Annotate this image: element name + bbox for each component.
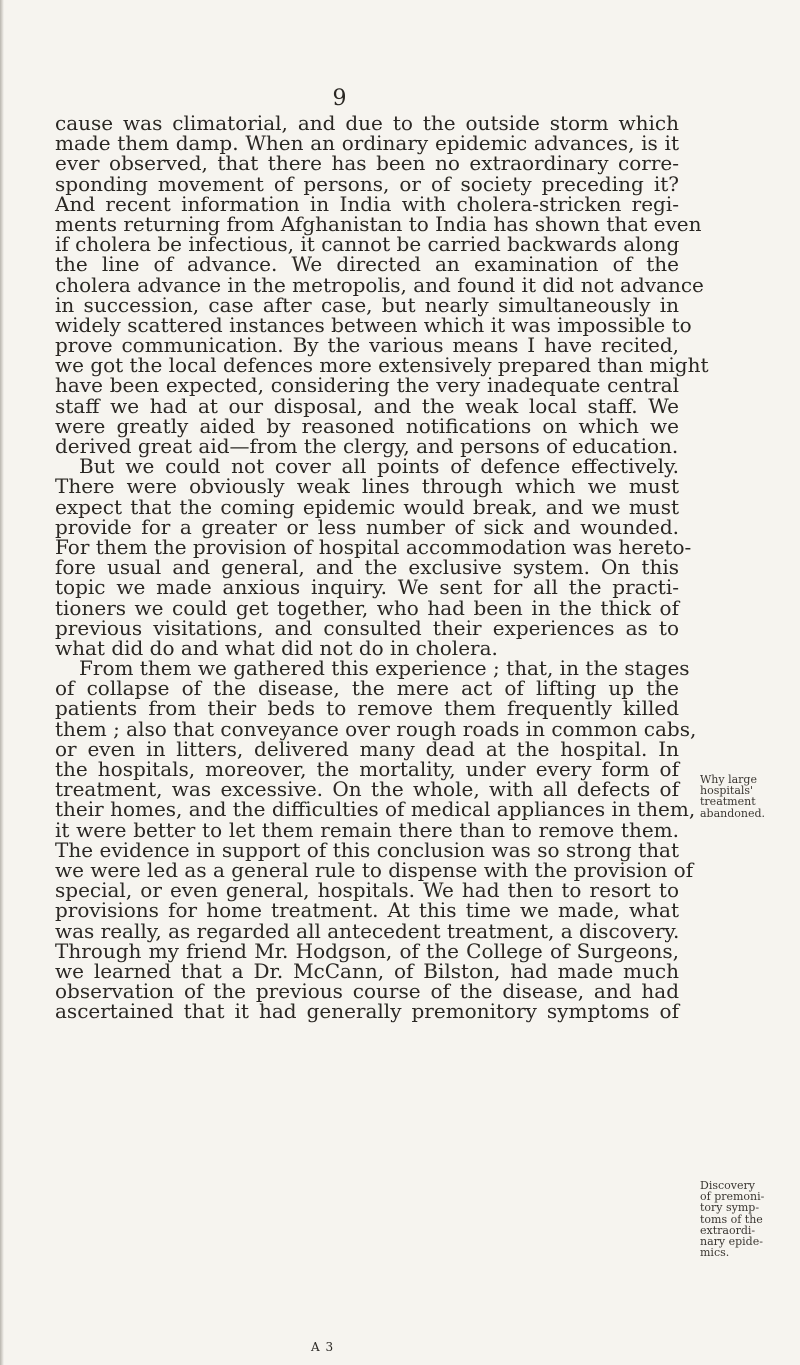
text-line: cause was climatorial, and due to the outside storm which <box>55 111 679 135</box>
text-line: we got the local defences more extensively prepared than might <box>55 353 709 378</box>
text-line: ascertained that it had generally premonitory symptoms of <box>55 999 679 1024</box>
text-line: have been expected, considering the very inadequate central <box>55 373 679 398</box>
text-line: it were better to let them remain there than to remove them. <box>55 817 679 842</box>
text-line: But we could not cover all points of defence effectively. <box>79 454 679 479</box>
text-line: what did do and what did not do in cholera. <box>55 635 498 660</box>
text-line: ever observed, that there has been no extraordinary corre- <box>55 151 679 176</box>
text-line: in succession, case after case, but nearly simultaneously in <box>55 292 679 317</box>
marginal-note-line: hospitals' <box>700 784 754 798</box>
marginal-note-line: treatment <box>700 795 756 809</box>
text-line: expect that the coming epidemic would break, and we must <box>55 494 679 519</box>
text-line: For them the provision of hospital accommodation was hereto- <box>55 534 692 559</box>
marginal-note-line: Why large <box>700 773 757 786</box>
text-line: staff we had at our disposal, and the weak local staff. We <box>55 393 679 418</box>
text-line: were greatly aided by reasoned notifications on which we <box>55 413 679 438</box>
marginal-note-line: mics. <box>700 1246 730 1260</box>
text-line: if cholera be infectious, it cannot be carried backwards along <box>55 232 680 257</box>
text-line: derived great aid—from the clergy, and persons of education. <box>55 434 679 458</box>
text-line: widely scattered instances between which it was impossible to <box>55 312 692 337</box>
marginal-note-line: tory symp- <box>700 1201 760 1215</box>
text-line: From them we gathered this experience ; that, in the stages <box>79 656 690 681</box>
text-line: was really, as regarded all antecedent treatment, a discovery. <box>55 918 680 943</box>
text-line: Through my friend Mr. Hodgson, of the College of Surgeons, <box>55 938 679 963</box>
marginal-note-discovery <box>700 1180 798 1258</box>
text-line: special, or even general, hospitals. We had then to resort to <box>55 878 679 903</box>
signature-mark: A 3 <box>311 1340 335 1354</box>
marginal-note-line: nary epide- <box>700 1235 763 1249</box>
text-line: made them damp. When an ordinary epidemic advances, is it <box>55 131 679 156</box>
text-line: treatment, was excessive. On the whole, with all defects of <box>55 777 679 802</box>
marginal-note-line: Discovery <box>700 1179 755 1192</box>
text-line: of collapse of the disease, the mere act of lifting up the <box>55 676 679 701</box>
text-line: cholera advance in the metropolis, and found it did not advance <box>55 272 704 297</box>
text-line: prove communication. By the various means I have recited, <box>55 333 679 358</box>
text-line: ments returning from Afghanistan to India has shown that even <box>55 211 702 236</box>
text-line: topic we made anxious inquiry. We sent for all the practi- <box>55 575 679 600</box>
text-line: the line of advance. We directed an examination of the <box>55 252 679 277</box>
body-text <box>55 111 709 1024</box>
text-line: sponding movement of persons, or of society preceding it? <box>55 171 679 196</box>
text-line: we learned that a Dr. McCann, of Bilston, had made much <box>55 958 679 983</box>
text-line: their homes, and the difficulties of medical appliances in them, <box>55 797 696 822</box>
marginal-note-line: extraordi- <box>700 1223 756 1237</box>
text-line: And recent information in India with cholera-stricken regi- <box>55 191 679 216</box>
text-line: the hospitals, moreover, the mortality, under every form of <box>55 757 679 781</box>
marginal-note-line: of premoni- <box>700 1190 765 1204</box>
text-line: fore usual and general, and the exclusive system. On this <box>55 555 679 580</box>
page-edge-shadow <box>0 0 4 1365</box>
page-number: 9 <box>332 86 348 111</box>
text-line: or even in litters, delivered many dead at the hospital. In <box>55 736 679 761</box>
text-line: There were obviously weak lines through which we must <box>55 474 679 499</box>
text-line: we were led as a general rule to dispense with the provision of <box>55 857 694 882</box>
text-line: provide for a greater or less number of sick and wounded. <box>55 514 679 539</box>
marginal-note-hospitals <box>700 774 798 819</box>
marginal-note-line: toms of the <box>700 1212 763 1226</box>
text-line: tioners we could get together, who had been in the thick of <box>55 595 679 620</box>
marginal-note-line: abandoned. <box>700 806 766 820</box>
text-line: them ; also that conveyance over rough roads in common cabs, <box>55 716 697 741</box>
text-line: The evidence in support of this conclusion was so strong that <box>55 837 679 862</box>
text-line: provisions for home treatment. At this time we made, what <box>55 898 679 923</box>
text-line: previous visitations, and consulted their experiences as to <box>55 615 679 640</box>
text-line: observation of the previous course of the disease, and had <box>55 979 679 1004</box>
text-line: patients from their beds to remove them frequently killed <box>55 696 679 721</box>
